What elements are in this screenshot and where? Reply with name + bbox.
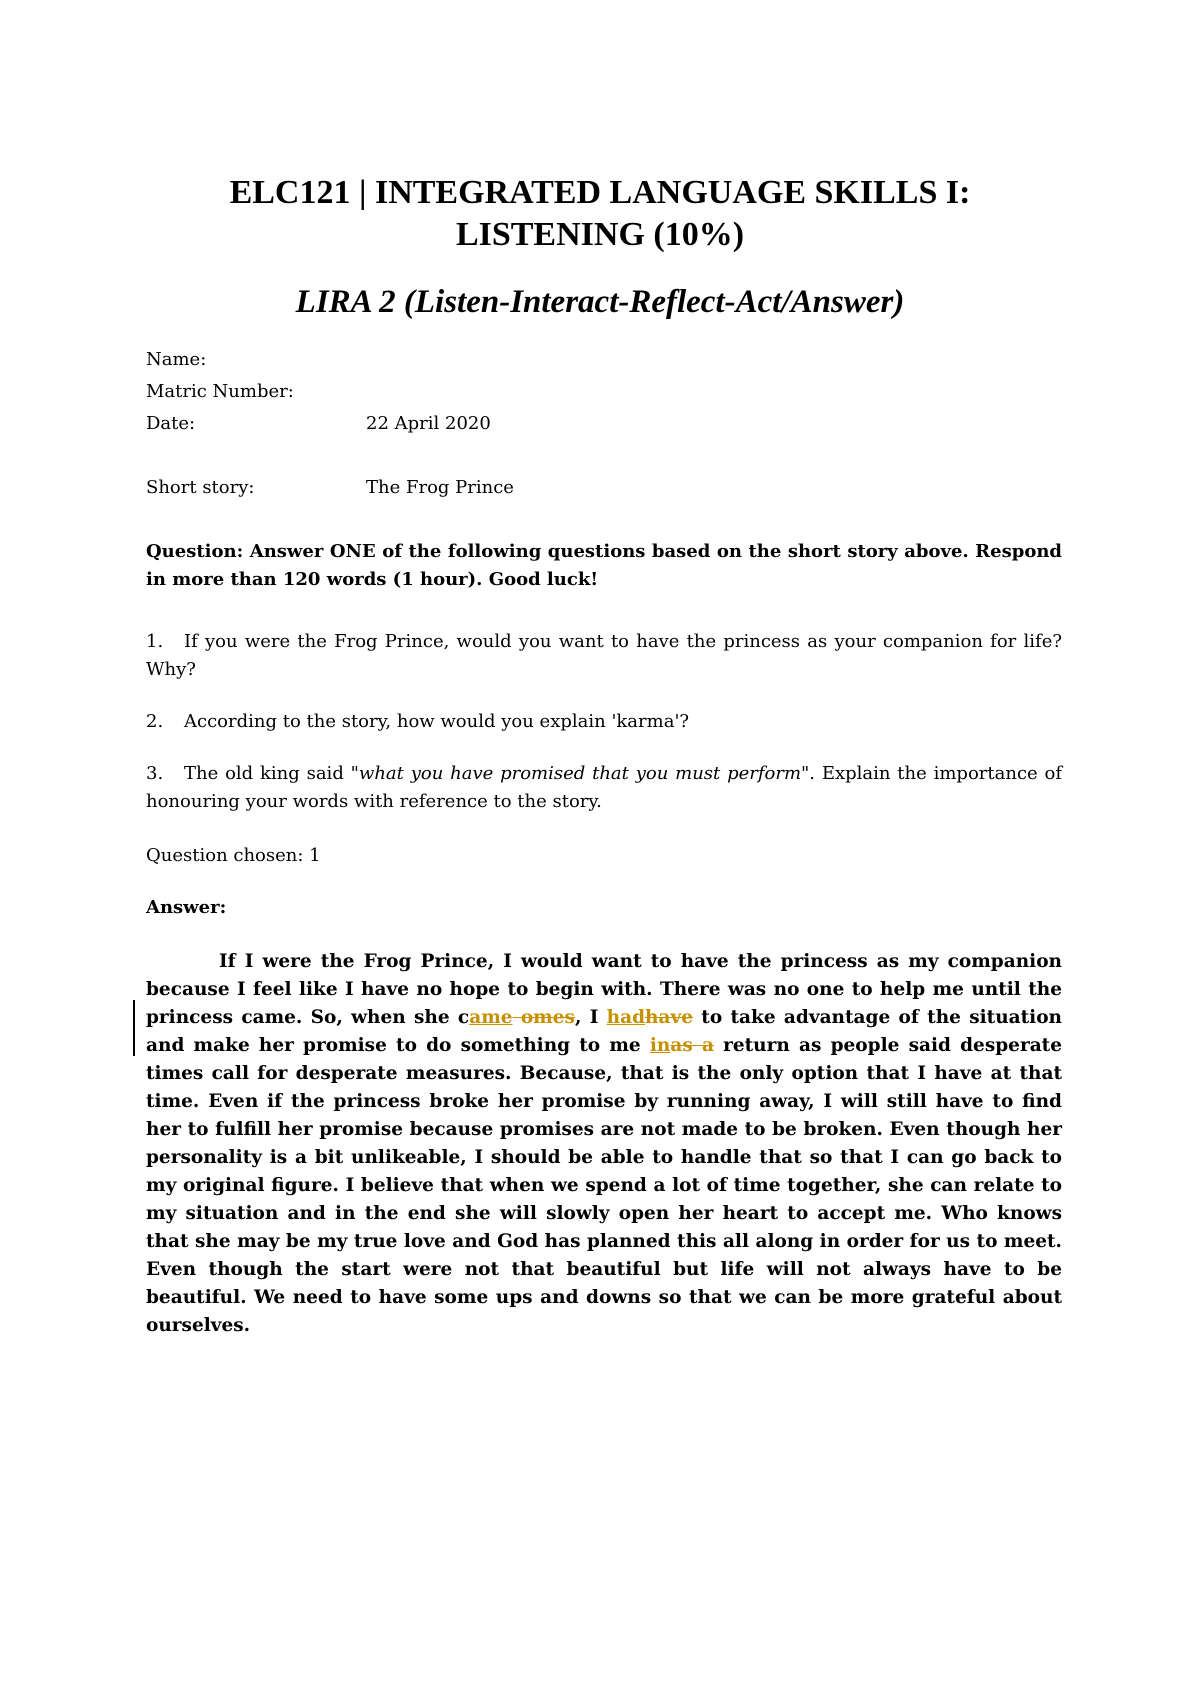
answer-text-1: If I were the Frog Prince, I would want to have the princess as my companion because I feel like I have no hope to begin with. There was no one to help me until the princess came. So, when she c	[146, 951, 1062, 1028]
question-1-text: If you were the Frog Prince, would you want to have the princess as your companion for life? Why?	[146, 631, 1062, 680]
tracked-insertion-1: ame	[469, 1007, 513, 1028]
document-title-line-2: LISTENING (10%)	[455, 216, 745, 253]
question-1-number: 1.	[146, 631, 164, 652]
question-2-text: According to the story, how would you explain 'karma'?	[184, 711, 690, 732]
answer-text-2: , I	[574, 1007, 607, 1028]
question-2-number: 2.	[146, 711, 164, 732]
answer-body	[146, 948, 1062, 1340]
question-chosen: Question chosen: 1	[146, 845, 321, 866]
tracked-deletion-1: omes	[512, 1007, 575, 1028]
question-2	[146, 708, 1062, 736]
matric-number-label: Matric Number:	[146, 381, 294, 402]
question-3-quote: "what you have promised that you must perform".	[350, 763, 816, 784]
tracked-deletion-2: have	[645, 1007, 693, 1028]
answer-text-3: to take advantage of the situation and make her promise to do something to me	[146, 1007, 1062, 1056]
document-subtitle: LIRA 2 (Listen-Interact-Reflect-Act/Answer)	[295, 284, 905, 320]
question-3-text-after: Explain the importance of honouring your words with reference to the story.	[146, 763, 1062, 812]
question-instructions: Question: Answer ONE of the following questions based on the short story above. Respond in more than 120 words (1 hour). Good luck!	[146, 541, 1062, 590]
question-1	[146, 628, 1062, 684]
tracked-insertion-2: had	[606, 1007, 646, 1028]
answer-text-4: return as people said desperate times call for desperate measures. Because, that is the only option that I have at that time. Even if the princess broke her promise by running away, I will still have to find her to fulfill her promise because promises are not made to be broken. Even though her personality is a bit unlikeable, I should be able to handle that so that I can go back to my original figure. I believe that when we spend a lot of time together, she can relate to my situation and in the end she will slowly open her heart to accept me. Who knows that she may be my true love and God has planned this all along in order for us to meet. Even though the start were not that beautiful but life will not always have to be beautiful. We need to have some ups and downs so that we can be more grateful about ourselves.	[146, 1035, 1062, 1336]
question-3-text-before: The old king said	[184, 763, 351, 784]
short-story-label: Short story:	[146, 477, 255, 498]
date-value: 22 April 2020	[366, 413, 491, 434]
question-3-number: 3.	[146, 763, 164, 784]
tracked-insertion-3: in	[649, 1035, 671, 1056]
name-label: Name:	[146, 349, 207, 370]
question-3	[146, 760, 1062, 816]
document-title-line-1: ELC121 | INTEGRATED LANGUAGE SKILLS I:	[229, 174, 971, 211]
tracked-change-bar	[133, 1000, 135, 1056]
tracked-deletion-3: as a	[670, 1035, 714, 1056]
short-story-value: The Frog Prince	[366, 477, 514, 498]
date-label: Date:	[146, 413, 196, 434]
answer-heading: Answer:	[146, 897, 227, 918]
